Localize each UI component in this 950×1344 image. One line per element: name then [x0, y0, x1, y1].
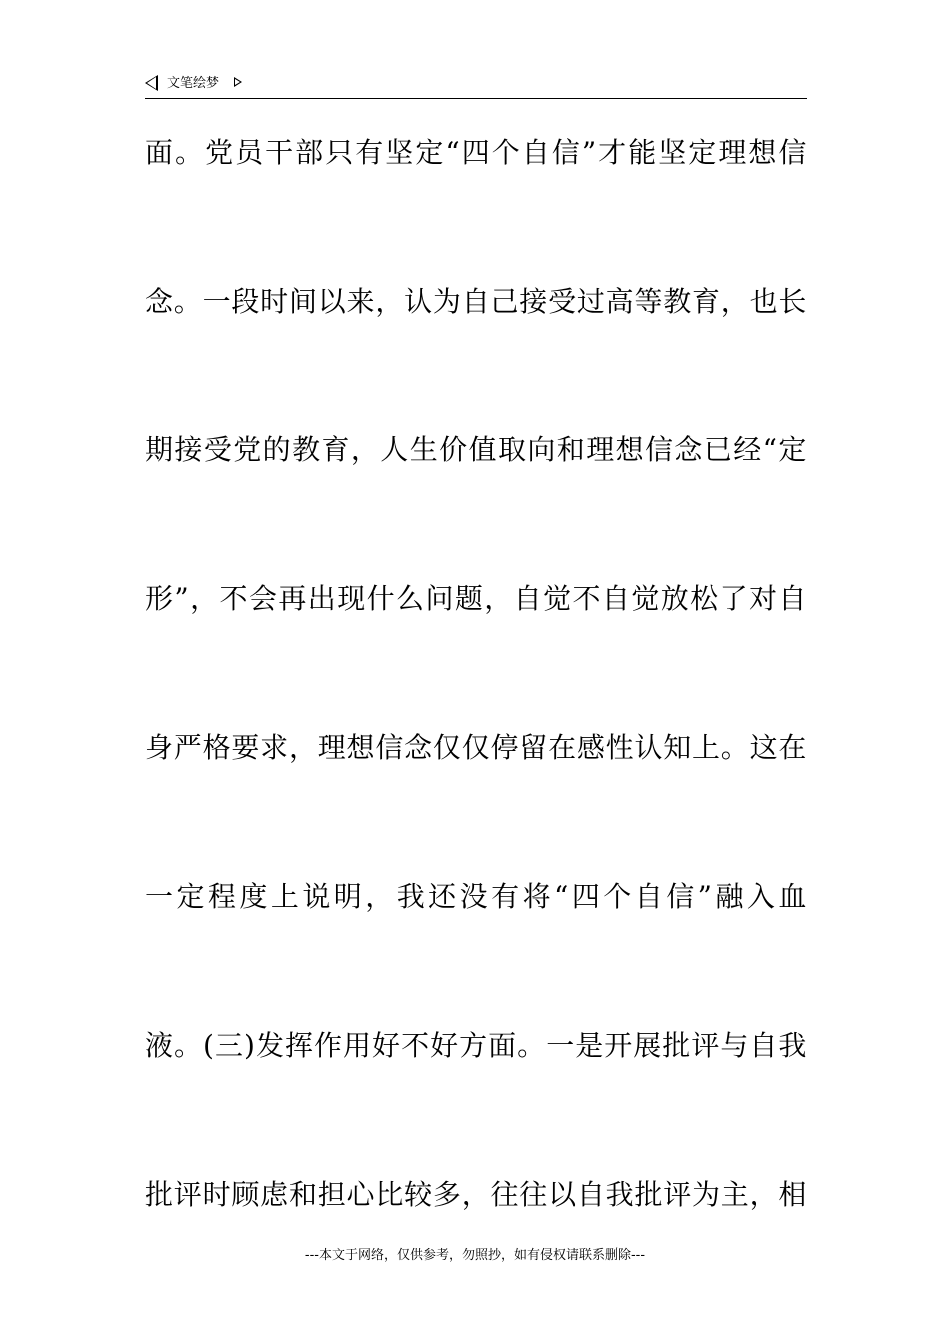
- body-text-line-8: 批评时顾虑和担心比较多，往往以自我批评为主，相: [145, 1178, 807, 1211]
- body-text-line-5: 身严格要求，理想信念仅仅停留在感性认知上。这在: [145, 731, 807, 764]
- body-text-line-3: 期接受党的教育，人生价值取向和理想信念已经“定: [145, 433, 807, 466]
- right-triangle-icon: [234, 77, 242, 87]
- body-text-line-7: 液。(三)发挥作用好不好方面。一是开展批评与自我: [145, 1029, 807, 1062]
- body-text-line-4: 形”，不会再出现什么问题，自觉不自觉放松了对自: [145, 582, 807, 615]
- body-text-line-6: 一定程度上说明，我还没有将“四个自信”融入血: [145, 880, 807, 913]
- body-text-line-2: 念。一段时间以来，认为自己接受过高等教育，也长: [145, 285, 807, 318]
- header-title: 文笔绘梦: [167, 76, 220, 91]
- page-footer: ---本文于网络，仅供参考，勿照抄，如有侵权请联系删除---: [304, 1248, 646, 1263]
- left-triangle-icon: [145, 75, 158, 91]
- body-text-line-1: 面。党员干部只有坚定“四个自信”才能坚定理想信: [145, 136, 807, 169]
- page-header: [145, 72, 807, 99]
